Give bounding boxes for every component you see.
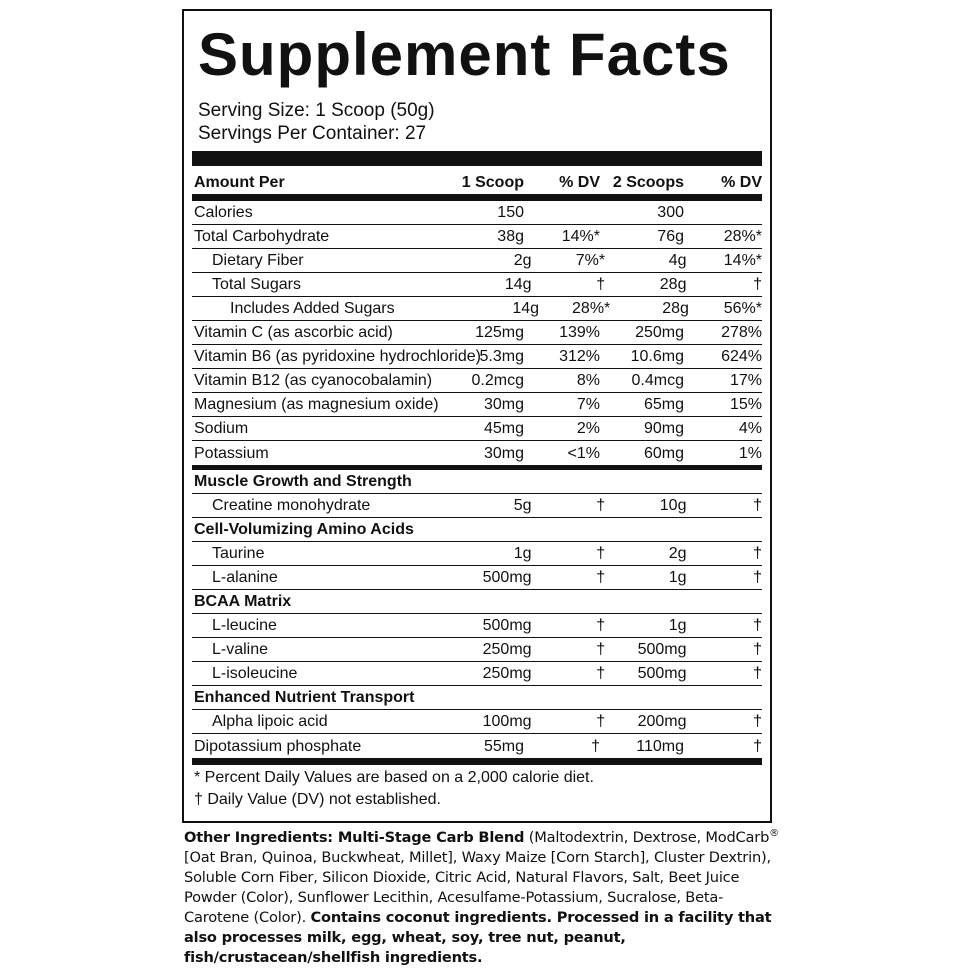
dv-2-scoops: 15% (729, 396, 762, 413)
amount-2-scoops: 500mg (637, 641, 687, 658)
dv-1-scoop: † (596, 641, 606, 658)
divider-medium (192, 194, 762, 201)
amount-1-scoop: 500mg (482, 617, 532, 634)
dv-1-scoop: 312% (559, 348, 600, 365)
dv-2-scoops: 14%* (723, 252, 763, 269)
supplement-facts-panel (182, 9, 772, 823)
dv-2-scoops: † (753, 713, 763, 730)
header-dv-1: % DV (559, 174, 600, 191)
ingredients-text: ® (769, 828, 779, 840)
nutrient-name: Magnesium (as magnesium oxide) (194, 396, 439, 413)
nutrient-name: Creatine monohydrate (212, 497, 371, 514)
dv-2-scoops: † (753, 617, 763, 634)
dv-2-scoops: 1% (738, 445, 762, 462)
header-2-scoops: 2 Scoops (612, 174, 684, 191)
section-label: Cell-Volumizing Amino Acids (194, 521, 414, 538)
serving-info (198, 99, 762, 145)
amount-2-scoops: 60mg (643, 445, 684, 462)
dv-2-scoops: † (753, 665, 763, 682)
amount-1-scoop: 45mg (483, 420, 524, 437)
table-row (192, 225, 762, 249)
table-row (192, 710, 762, 734)
table-row (192, 249, 762, 273)
ingredients-bold-text: Other Ingredients: Multi-Stage Carb Blend (184, 829, 525, 846)
nutrient-name: L-valine (212, 641, 269, 658)
amount-1-scoop: 0.2mcg (471, 372, 524, 389)
table-row (192, 393, 762, 417)
dv-2-scoops: † (753, 569, 763, 586)
section-label: Muscle Growth and Strength (194, 473, 412, 490)
table-row (192, 273, 762, 297)
dv-1-scoop: 8% (576, 372, 600, 389)
section-label: Enhanced Nutrient Transport (194, 689, 415, 706)
dv-1-scoop: 7%* (575, 252, 606, 269)
amount-2-scoops: 28g (662, 300, 689, 317)
dv-1-scoop: † (596, 545, 606, 562)
dv-2-scoops: 17% (729, 372, 762, 389)
amount-2-scoops: 4g (668, 252, 687, 269)
nutrient-name: Calories (194, 204, 253, 221)
divider-medium (192, 758, 762, 765)
dv-1-scoop: <1% (567, 445, 600, 462)
amount-2-scoops: 90mg (643, 420, 684, 437)
table-row (192, 201, 762, 225)
section-heading (192, 470, 762, 494)
nutrient-name: Vitamin C (as ascorbic acid) (194, 324, 393, 341)
nutrient-name: Dipotassium phosphate (194, 738, 362, 755)
dv-1-scoop: 2% (576, 420, 600, 437)
amount-1-scoop: 14g (512, 300, 540, 317)
footnote-dv: * Percent Daily Values are based on a 2,000 calorie diet. (194, 769, 594, 786)
nutrient-name: L-alanine (212, 569, 278, 586)
table-row (192, 417, 762, 441)
amount-2-scoops: 500mg (637, 665, 687, 682)
amount-2-scoops: 10.6mg (630, 348, 684, 365)
table-row (192, 566, 762, 590)
amount-1-scoop: 250mg (482, 665, 532, 682)
dv-2-scoops: † (753, 738, 762, 755)
dv-2-scoops: 624% (721, 348, 762, 365)
amount-2-scoops: 1g (668, 617, 687, 634)
amount-1-scoop: 250mg (482, 641, 532, 658)
header-1-scoop: 1 Scoop (461, 174, 524, 191)
amount-1-scoop: 55mg (483, 738, 524, 755)
table-header (192, 166, 762, 194)
panel-title: Supplement Facts (198, 21, 731, 88)
dv-2-scoops: 278% (721, 324, 762, 341)
header-amount-per: Amount Per (194, 174, 285, 191)
dv-2-scoops: † (753, 276, 763, 293)
section-heading (192, 590, 762, 614)
servings-per-container: Servings Per Container: 27 (198, 123, 427, 144)
serving-size: Serving Size: 1 Scoop (50g) (198, 100, 435, 121)
dv-2-scoops: 28%* (723, 228, 762, 245)
dv-1-scoop: † (591, 738, 600, 755)
nutrient-name: Vitamin B12 (as cyanocobalamin) (194, 372, 433, 389)
nutrient-name: L-isoleucine (212, 665, 298, 682)
table-row (192, 734, 762, 758)
amount-2-scoops: 0.4mcg (631, 372, 684, 389)
other-ingredients (184, 828, 784, 968)
ingredients-text: [Oat Bran, Quinoa, Buckwheat, Millet], Waxy Maize [Corn Starch], Cluster Dextrin), Soluble Corn Fiber, Silicon Dioxide, Citric Acid, Natural Flavors, Salt, Beet Juice Powder (Color), Sunflower Lecithin, Acesulfame-Potassium, Sucralose, Beta-Carotene (Color). (184, 849, 771, 926)
amount-1-scoop: 500mg (482, 569, 532, 586)
nutrient-name: Alpha lipoic acid (212, 713, 328, 730)
table-row (192, 542, 762, 566)
dv-1-scoop: † (596, 569, 606, 586)
table-row (192, 369, 762, 393)
nutrient-name: Total Carbohydrate (194, 228, 330, 245)
amount-1-scoop: 5.3mg (479, 348, 524, 365)
amount-2-scoops: 200mg (637, 713, 687, 730)
header-dv-2: % DV (721, 174, 762, 191)
dv-1-scoop: † (596, 665, 606, 682)
ingredients-bold-text: Contains coconut ingredients. Processed in a facility that also processes milk, egg, wheat, soy, tree nut, peanut, fish/crustacean/shellfish ingredients. (184, 909, 772, 966)
table-row (192, 441, 762, 465)
amount-1-scoop: 30mg (483, 396, 524, 413)
nutrient-name: Vitamin B6 (as pyridoxine hydrochloride) (194, 348, 481, 365)
amount-2-scoops: 10g (659, 497, 687, 514)
dv-1-scoop: † (596, 276, 606, 293)
amount-1-scoop: 150 (497, 204, 524, 221)
amount-2-scoops: 250mg (635, 324, 684, 341)
dv-2-scoops: 56%* (723, 300, 762, 317)
amount-2-scoops: 2g (668, 545, 687, 562)
nutrient-rows (192, 201, 762, 465)
nutrient-name: Total Sugars (212, 276, 301, 293)
ingredient-blend-rows (192, 470, 762, 758)
amount-1-scoop: 38g (497, 228, 524, 245)
section-heading (192, 518, 762, 542)
divider-thick (192, 151, 762, 166)
amount-2-scoops: 76g (657, 228, 684, 245)
ingredients-text: (Maltodextrin, Dextrose, ModCarb (524, 829, 770, 846)
amount-1-scoop: 14g (504, 276, 532, 293)
amount-2-scoops: 300 (657, 204, 684, 221)
dv-2-scoops: 4% (738, 420, 762, 437)
amount-2-scoops: 65mg (643, 396, 684, 413)
nutrient-name: Includes Added Sugars (230, 300, 395, 317)
nutrient-name: Sodium (194, 420, 249, 437)
dv-1-scoop: † (596, 497, 606, 514)
amount-1-scoop: 2g (513, 252, 532, 269)
table-row (192, 614, 762, 638)
dv-1-scoop: 139% (559, 324, 600, 341)
dv-1-scoop: 7% (576, 396, 600, 413)
table-row (192, 297, 762, 321)
section-heading (192, 686, 762, 710)
amount-1-scoop: 30mg (483, 445, 524, 462)
footnote-dagger: † Daily Value (DV) not established. (194, 791, 441, 808)
amount-1-scoop: 5g (513, 497, 532, 514)
dv-1-scoop: † (596, 617, 606, 634)
amount-1-scoop: 1g (513, 545, 532, 562)
table-row (192, 321, 762, 345)
dv-2-scoops: † (753, 545, 763, 562)
amount-2-scoops: 1g (668, 569, 687, 586)
nutrient-name: Taurine (212, 545, 265, 562)
dv-1-scoop: 28%* (572, 300, 611, 317)
nutrient-name: Potassium (194, 445, 269, 462)
dv-1-scoop: † (596, 713, 606, 730)
footnotes (194, 767, 762, 811)
nutrient-name: Dietary Fiber (212, 252, 304, 269)
table-row (192, 494, 762, 518)
amount-2-scoops: 110mg (636, 738, 684, 755)
dv-2-scoops: † (753, 497, 763, 514)
table-row (192, 638, 762, 662)
amount-1-scoop: 125mg (475, 324, 524, 341)
amount-2-scoops: 28g (659, 276, 687, 293)
table-row (192, 345, 762, 369)
nutrient-name: L-leucine (212, 617, 277, 634)
dv-1-scoop: 14%* (561, 228, 600, 245)
table-row (192, 662, 762, 686)
amount-1-scoop: 100mg (482, 713, 532, 730)
section-label: BCAA Matrix (194, 593, 292, 610)
dv-2-scoops: † (753, 641, 763, 658)
